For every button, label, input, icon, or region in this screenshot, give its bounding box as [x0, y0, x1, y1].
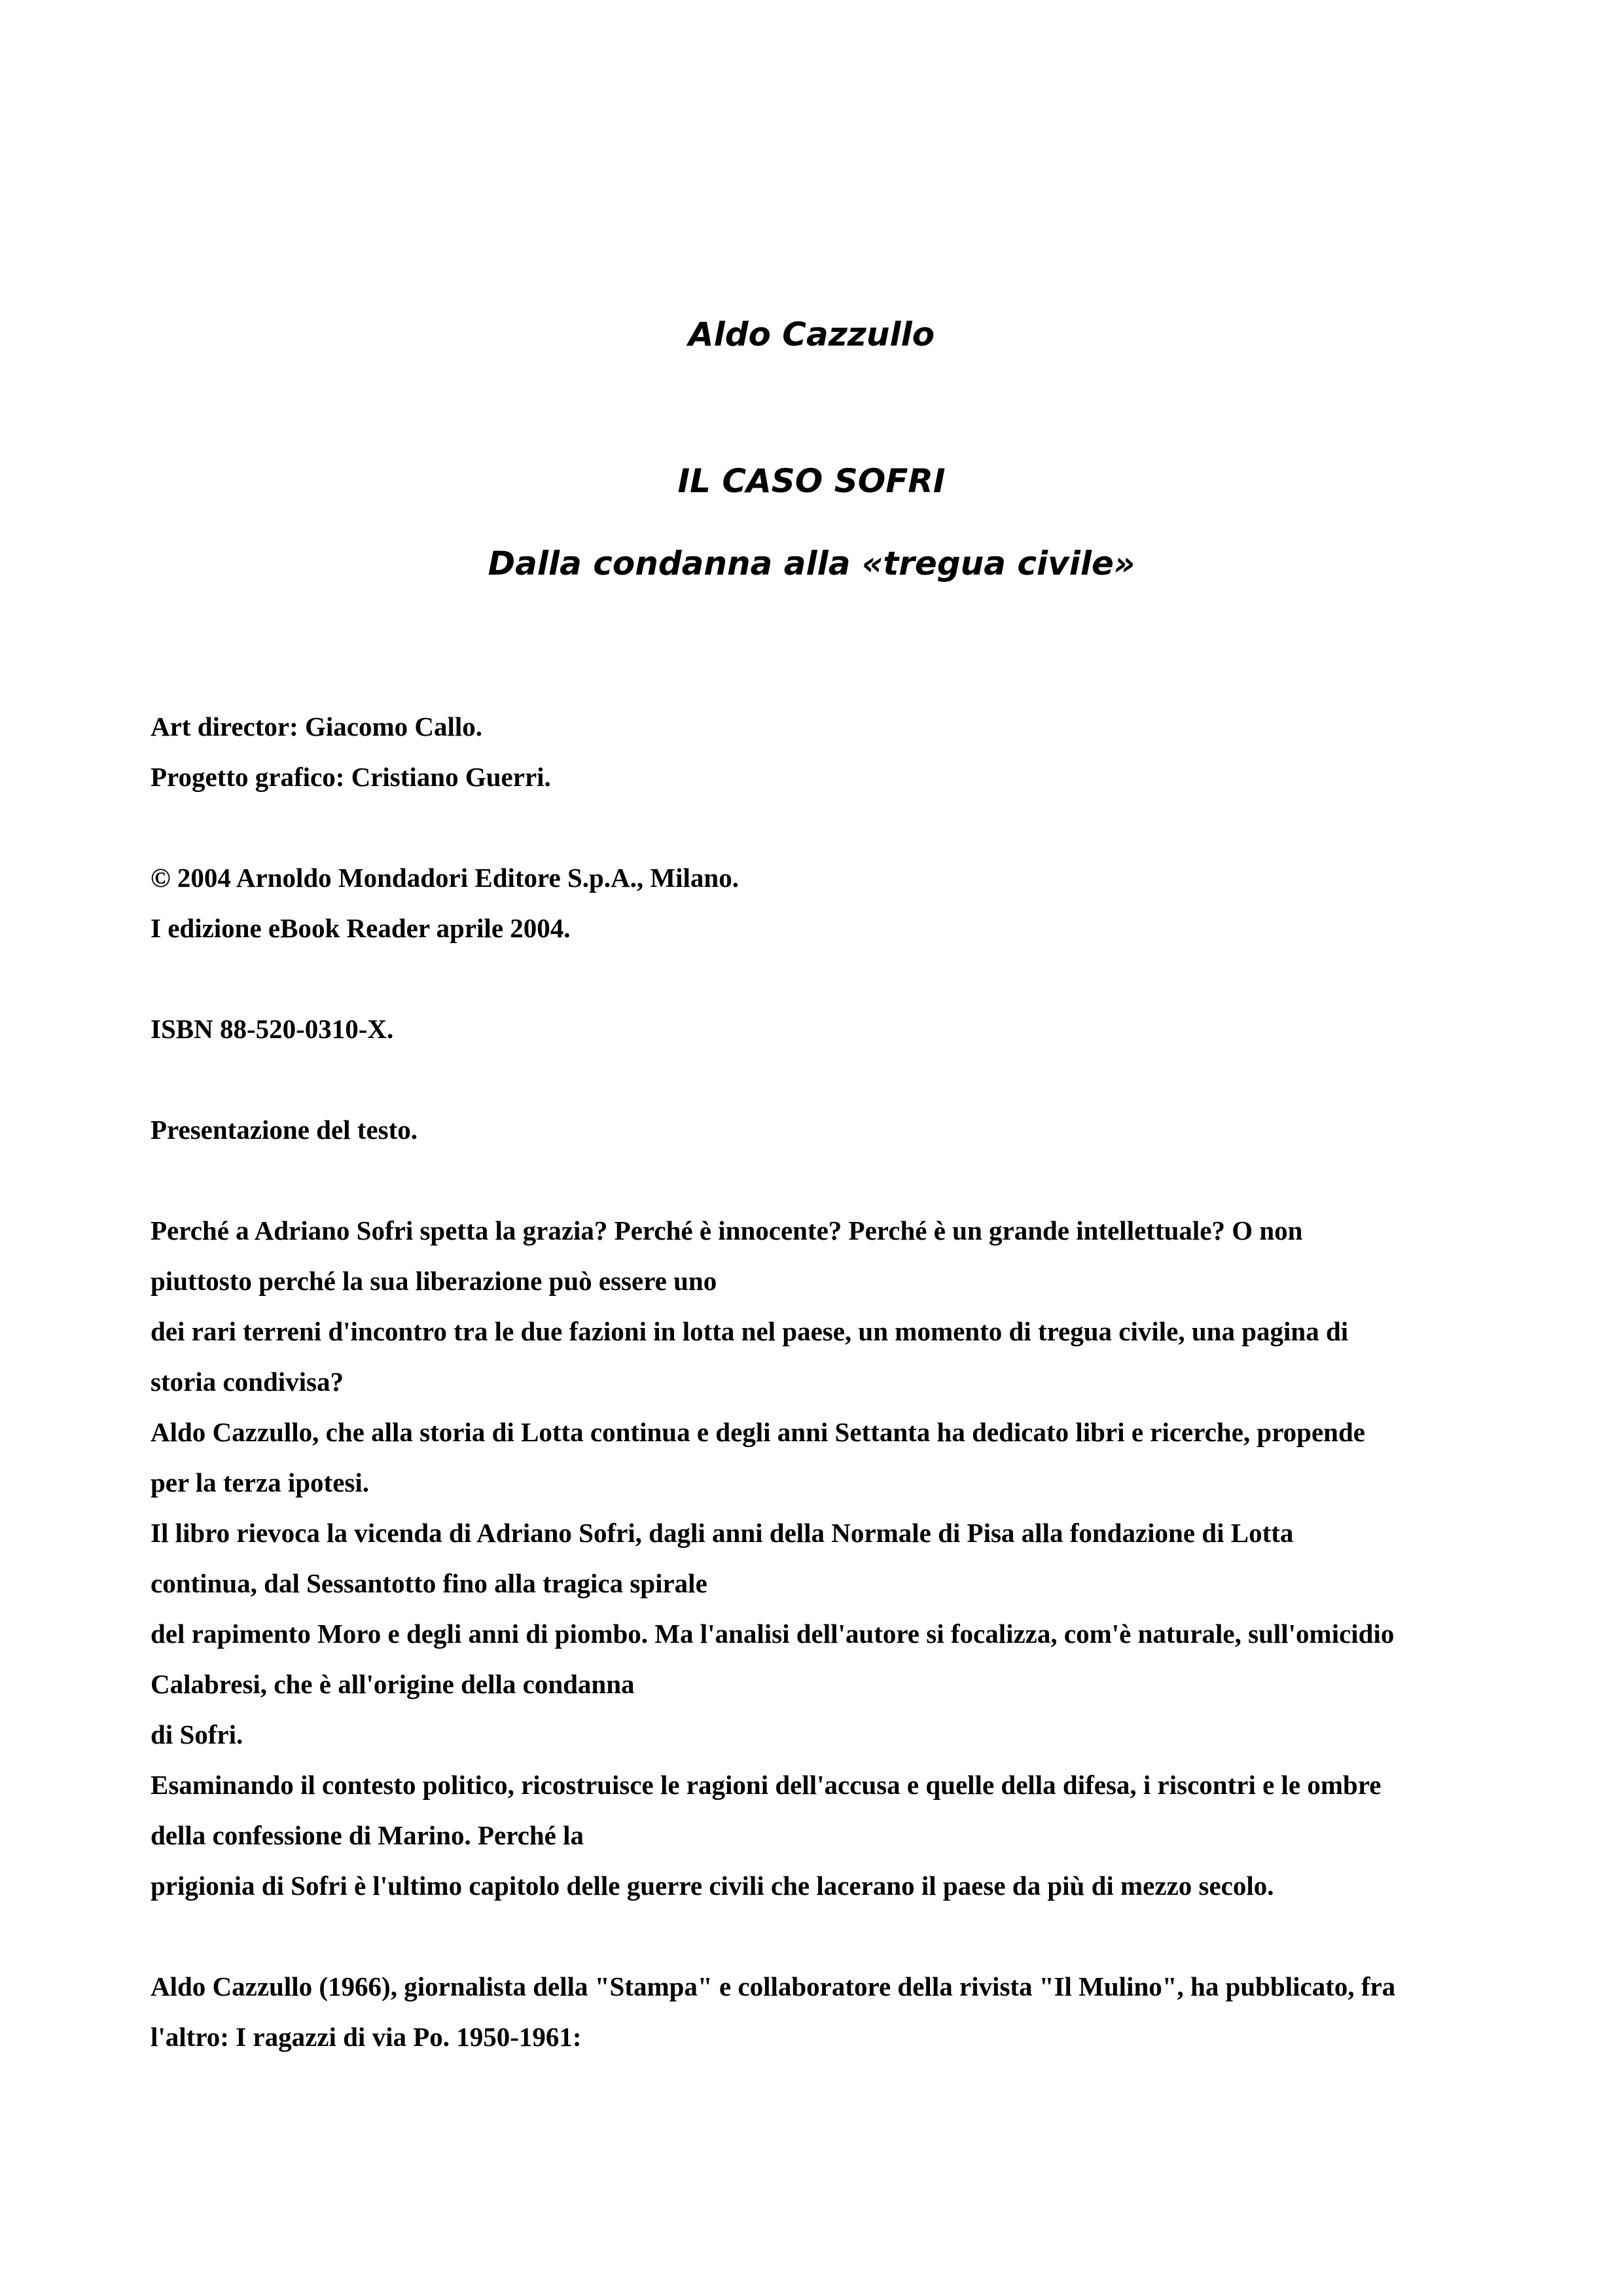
presentation-line: Perché a Adriano Sofri spetta la grazia? Perché è innocente? Perché è un grande intellettuale? O non — [151, 1215, 1303, 1246]
presentation-line: storia condivisa? — [151, 1367, 344, 1397]
book-subtitle: Dalla condanna alla «tregua civile» — [488, 545, 1135, 583]
credits-block — [151, 702, 1492, 2062]
graphic-design-line: Progetto grafico: Cristiano Guerri. — [151, 762, 551, 792]
presentation-line: per la terza ipotesi. — [151, 1467, 369, 1498]
presentation-line: prigionia di Sofri è l'ultimo capitolo delle guerre civili che lacerano il paese da più di mezzo secolo. — [151, 1871, 1274, 1901]
presentation-line: dei rari terreni d'incontro tra le due fazioni in lotta nel paese, un momento di tregua civile, una pagina di — [151, 1316, 1349, 1346]
presentation-line: Aldo Cazzullo, che alla storia di Lotta continua e degli anni Settanta ha dedicato libri e ricerche, propende — [151, 1417, 1365, 1447]
book-title: IL CASO SOFRI — [677, 462, 946, 500]
presentation-line: del rapimento Moro e degli anni di piombo. Ma l'analisi dell'autore si focalizza, com'è naturale, sull'omicidio — [151, 1619, 1395, 1649]
presentation-line: di Sofri. — [151, 1719, 243, 1749]
author-bio-line: l'altro: I ragazzi di via Po. 1950-1961: — [151, 2022, 582, 2052]
edition-line: I edizione eBook Reader aprile 2004. — [151, 913, 571, 943]
presentation-line: piuttosto perché la sua liberazione può essere uno — [151, 1266, 717, 1296]
author-name: Aldo Cazzullo — [688, 315, 935, 353]
presentation-line: Esaminando il contesto politico, ricostruisce le ragioni dell'accusa e quelle della difesa, i riscontri e le ombre — [151, 1770, 1382, 1800]
presentation-line: della confessione di Marino. Perché la — [151, 1820, 584, 1850]
author-bio-line: Aldo Cazzullo (1966), giornalista della "Stampa" e collaboratore della rivista "Il Mulino", ha pubblicato, fra — [151, 1971, 1396, 2001]
isbn-line: ISBN 88-520-0310-X. — [151, 1014, 394, 1044]
art-director-line: Art director: Giacomo Callo. — [151, 711, 483, 742]
presentation-heading: Presentazione del testo. — [151, 1115, 418, 1145]
presentation-line: Il libro rievoca la vicenda di Adriano Sofri, dagli anni della Normale di Pisa alla fondazione di Lotta — [151, 1518, 1294, 1548]
presentation-line: continua, dal Sessantotto fino alla tragica spirale — [151, 1568, 707, 1598]
copyright-line: © 2004 Arnoldo Mondadori Editore S.p.A., Milano. — [151, 863, 739, 893]
presentation-line: Calabresi, che è all'origine della condanna — [151, 1669, 635, 1699]
